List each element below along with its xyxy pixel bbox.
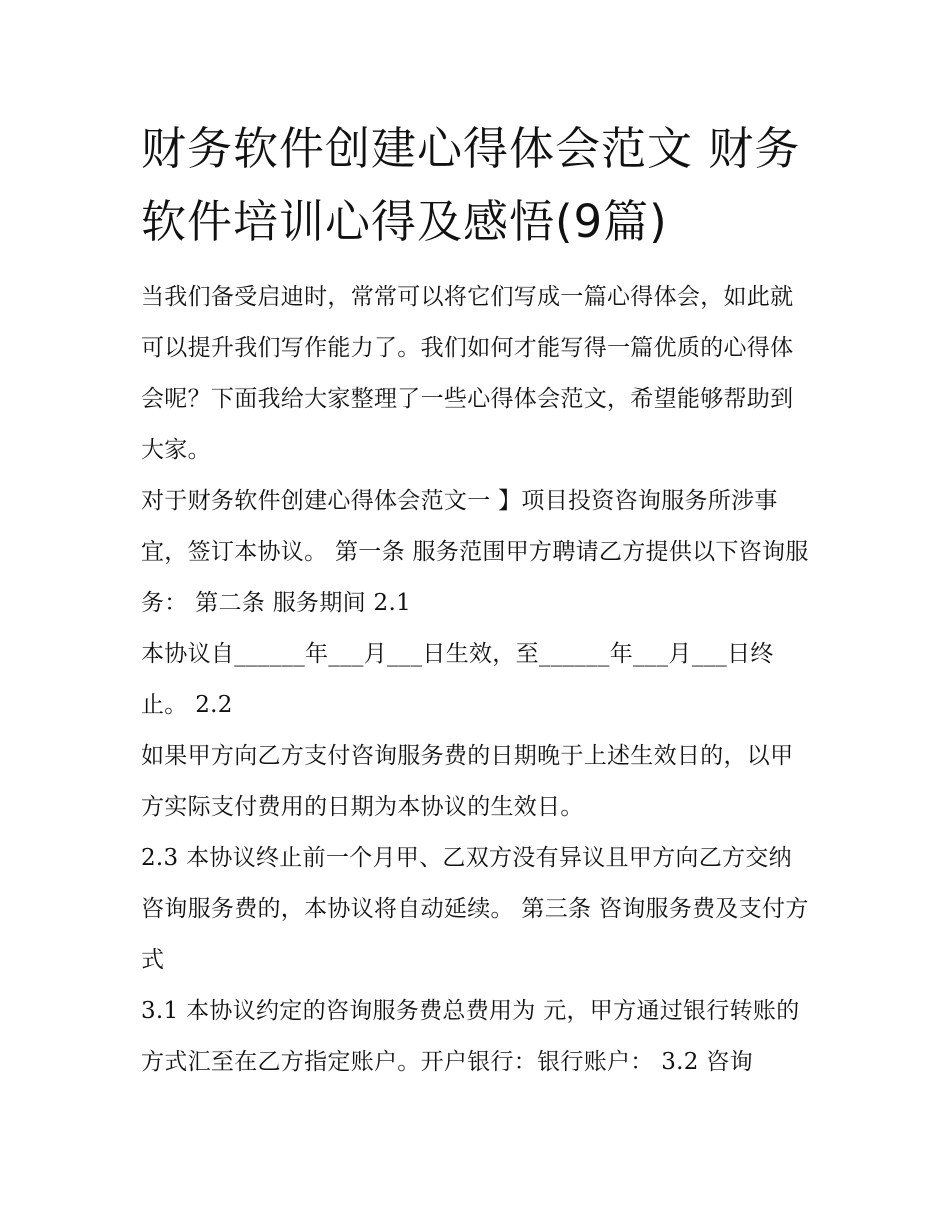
paragraph-renewal: 2.3 本协议终止前一个月甲、乙双方没有异议且甲方向乙方交纳咨询服务费的，本协议将自动延续。 第三条 咨询服务费及支付方式 xyxy=(141,845,809,973)
paragraph-effective-period: 本协议自______年___月___日生效，至______年___月___日终止。 2.2 xyxy=(141,641,774,718)
paragraph-fee: 3.1 本协议约定的咨询服务费总费用为 元，甲方通过银行转账的方式汇至在乙方指定账户。开户银行：银行账户： 3.2 咨询 xyxy=(141,998,800,1075)
paragraph-effective-date: 如果甲方向乙方支付咨询服务费的日期晚于上述生效日的，以甲方实际支付费用的日期为本协议的生效日。 xyxy=(141,743,794,820)
document-title: 财务软件创建心得体会范文 财务软件培训心得及感悟(9篇) xyxy=(141,122,801,248)
document-body xyxy=(141,112,813,1088)
paragraph-intro: 当我们备受启迪时，常常可以将它们写成一篇心得体会，如此就可以提升我们写作能力了。我们如何才能写得一篇优质的心得体会呢？下面我给大家整理了一些心得体会范文，希望能够帮助到大家。 xyxy=(141,284,794,463)
paragraph-agreement-scope: 对于财务软件创建心得体会范文一 】项目投资咨询服务所涉事宜，签订本协议。 第一条 服务范围甲方聘请乙方提供以下咨询服务： 第二条 服务期间 2.1 xyxy=(141,488,809,616)
